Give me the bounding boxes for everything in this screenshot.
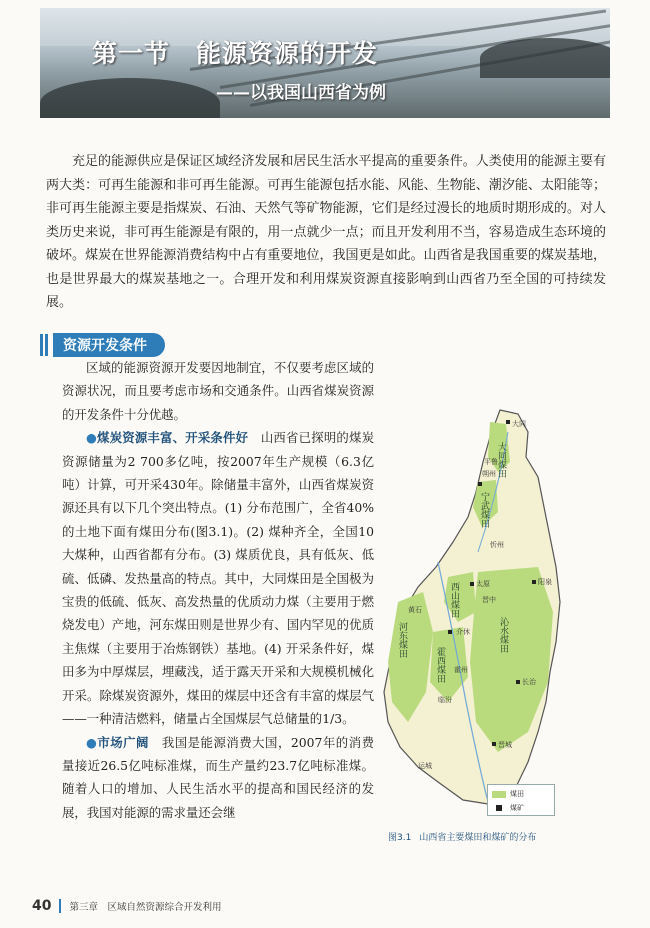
page-footer: [32, 898, 222, 914]
coalmine-marker: [492, 742, 496, 746]
bullet-paragraph: [62, 426, 374, 730]
city-label: 晋中: [482, 596, 496, 604]
bullet-text: 我国是能源消费大国，2007年的消费量接近26.5亿吨标准煤，而生产量约23.7亿吨标准煤。随着人口的增加、人民生活水平的提高和国民经济的发展，我国对能源的需求量还会继: [62, 734, 374, 820]
field-label: 西山煤田: [449, 582, 459, 618]
figure-number: 图3.1: [388, 833, 412, 843]
city-label: 运城: [418, 762, 432, 770]
city-label: 大同: [512, 420, 526, 428]
bullet-title: 市场广阔: [97, 734, 149, 750]
city-label: 黄石: [408, 606, 422, 614]
coalmine-marker: [516, 680, 520, 684]
coalmine-marker: [448, 630, 452, 634]
section-bars-icon: [40, 334, 48, 356]
coalmine-marker: [506, 420, 510, 424]
section-heading: [40, 334, 165, 356]
city-label: 忻州: [490, 541, 504, 549]
map-legend: [487, 784, 555, 816]
header-banner-photo: [40, 8, 610, 118]
legend-coalfield-label: 煤田: [510, 790, 524, 798]
coalmine-marker: [532, 580, 536, 584]
figure-caption-text: 山西省主要煤田和煤矿的分布: [419, 833, 537, 843]
city-label: 临汾: [438, 696, 452, 704]
legend-coalmine-swatch: [496, 805, 502, 811]
city-label: 平鲁: [484, 458, 498, 466]
section-heading-label: 资源开发条件: [53, 333, 165, 357]
legend-coalfield-swatch: [492, 791, 506, 798]
page-title: 第一节 能源资源的开发: [92, 39, 379, 68]
bullet-dot-icon: ●: [86, 430, 98, 446]
city-label: 霍州: [454, 666, 468, 674]
field-label: 宁武煤田: [479, 492, 489, 528]
bullet-paragraph: [62, 731, 374, 825]
field-label: 大同煤田: [496, 442, 506, 478]
footer-separator: [59, 899, 61, 913]
shanxi-coalfield-map: [378, 402, 590, 812]
banner-coal-pile: [480, 38, 610, 78]
city-label: 太原: [476, 580, 490, 588]
bullet-text: 山西省已探明的煤炭资源储量为2 700多亿吨，按2007年生产规模（6.3亿吨）计算，可开采430年。除储量丰富外，山西省煤炭资源还具有以下几个突出特点。(1) 分布范围广，全省40%的土地下面有煤田分布(图3.1)。(2) 煤种齐全，全国10大煤种，山西省都有分布。(3) 煤质优良，具有低灰、低硫、低磷、发热量高的特点。其中，大同煤田是全国极为宝贵的低硫、低灰、高发热量的优质动力煤（主要用于燃烧发电）产地，河东煤田则是世界少有、国内罕见的优质主焦煤（主要用于冶炼钢铁）基地。(4) 开采条件好，煤田多为中厚煤层，埋藏浅，适于露天开采和大规模机械化开采。除煤炭资源外，煤田的煤层中还含有丰富的煤层气——一种清洁燃料，储量占全国煤层气总储量的1/3。: [62, 430, 375, 727]
page-number: 40: [32, 898, 52, 914]
city-label: 晋城: [498, 741, 512, 749]
legend-row: [492, 789, 554, 799]
section-paragraph: 区域的能源资源开发要因地制宜，不仅要考虑区域的资源状况，而且要考虑市场和交通条件。山西省煤炭资源的开发条件十分优越。: [62, 360, 374, 422]
field-label: 河东煤田: [397, 622, 407, 658]
chapter-title: 第三章 区域自然资源综合开发利用: [69, 902, 222, 913]
field-label: 霍西煤田: [435, 647, 445, 683]
page-subtitle: ——以我国山西省为例: [216, 83, 386, 103]
city-label: 阳泉: [538, 578, 552, 586]
city-label: 介休: [456, 628, 470, 636]
bullet-title: 煤炭资源丰富、开采条件好: [97, 430, 249, 446]
field-label: 沁水煤田: [498, 617, 508, 653]
legend-coalmine-label: 煤矿: [510, 804, 524, 812]
coalmine-marker: [478, 482, 482, 486]
banner-coal-pile: [40, 78, 220, 118]
coalmine-marker: [470, 582, 474, 586]
bullet-dot-icon: ●: [86, 734, 98, 750]
section-body: [62, 356, 374, 824]
city-label: 朔州: [482, 470, 496, 478]
intro-paragraph: 充足的能源供应是保证区域经济发展和居民生活水平提高的重要条件。人类使用的能源主要有两大类：可再生能源和非可再生能源。可再生能源包括水能、风能、生物能、潮汐能、太阳能等；非可再生能源主要是指煤炭、石油、天然气等矿物能源，它们是经过漫长的地质时期形成的。对人类历史来说，非可再生能源是有限的，用一点就少一点；而且开发利用不当，容易造成生态环境的破坏。煤炭在世界能源消费结构中占有重要地位，我国更是如此。山西省是我国重要的煤炭基地，也是世界最大的煤炭基地之一。合理开发和利用煤炭资源直接影响到山西省乃至全国的可持续发展。: [46, 154, 606, 310]
legend-row: [492, 803, 554, 813]
figure-caption: [388, 830, 536, 843]
city-label: 长治: [522, 678, 536, 686]
